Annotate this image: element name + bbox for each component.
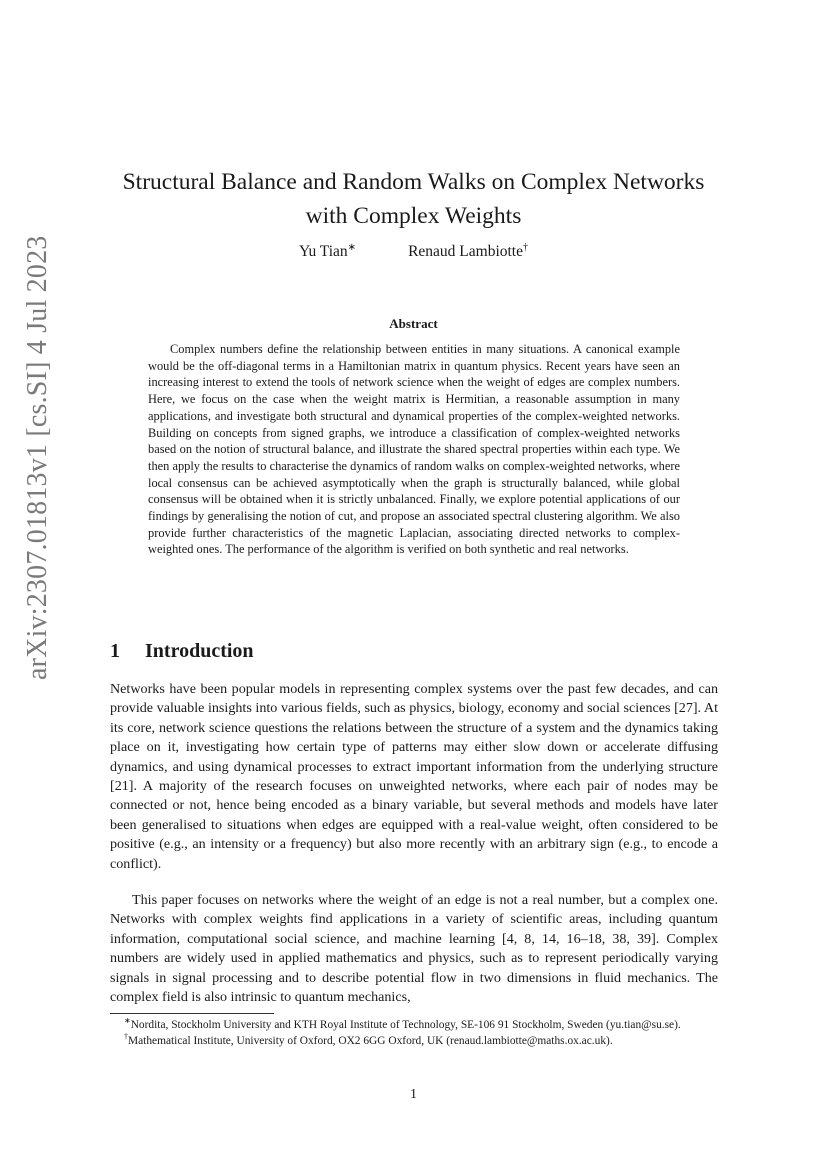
arxiv-identifier-stamp: arXiv:2307.01813v1 [cs.SI] 4 Jul 2023 bbox=[22, 235, 53, 680]
paper-title bbox=[80, 165, 747, 233]
author-2 bbox=[408, 243, 528, 261]
footnote-text: Nordita, Stockholm University and KTH Royal Institute of Technology, SE-106 91 Stockholm, Sweden (yu.tian@su.se). bbox=[130, 1019, 681, 1031]
author-footnote-mark: ∗ bbox=[347, 241, 357, 253]
page-number: 1 bbox=[410, 1087, 417, 1102]
footnote-2 bbox=[110, 1031, 718, 1050]
abstract-text: Complex numbers define the relationship between entities in many situations. A canonical example would be the off-diagonal terms in a Hamiltonian matrix in quantum physics. Recent years have seen an increasing interest to extend the tools of network science when the weight of edges are complex numbers. Here, we focus on the case when the weight matrix is Hermitian, a reasonable assumption in many applications, and investigate both structural and dynamical properties of the complex-weighted networks. Building on concepts from signed graphs, we introduce a classification of complex-weighted networks based on the notion of structural balance, and illustrate the shared spectral properties within each type. We then apply the results to characterise the dynamics of random walks on complex-weighted networks, where local consensus can be achieved asymptotically when the graph is structurally balanced, while global consensus will be obtained when it is strictly unbalanced. Finally, we explore potential applications of our findings by generalising the notion of cut, and propose an associated spectral clustering algorithm. We also provide further characteristics of the magnetic Laplacian, associating directed networks to complex-weighted ones. The performance of the algorithm is verified on both synthetic and real networks. bbox=[148, 342, 680, 557]
title-line-2: with Complex Weights bbox=[305, 203, 522, 229]
footnote-mark: ∗ bbox=[124, 1016, 131, 1026]
footnote-1 bbox=[110, 1018, 718, 1034]
section-heading bbox=[110, 640, 254, 663]
footnote-mark: † bbox=[124, 1031, 128, 1041]
section-number: 1 bbox=[110, 640, 120, 662]
footnote-divider bbox=[110, 1013, 274, 1014]
abstract-heading: Abstract bbox=[389, 316, 438, 331]
author-footnote-mark: † bbox=[523, 241, 528, 253]
section-title: Introduction bbox=[145, 640, 254, 662]
author-1 bbox=[299, 243, 356, 261]
footnote-text: Mathematical Institute, University of Oxford, OX2 6GG Oxford, UK (renaud.lambiotte@maths.ox.ac.uk). bbox=[128, 1034, 613, 1047]
footnotes bbox=[110, 1018, 718, 1049]
body-paragraph-1: Networks have been popular models in representing complex systems over the past few decades, and can provide valuable insights into various fields, such as physics, biology, economy and social sciences [27]. At its core, network science questions the relations between the structure of a system and the dynamics taking place on it, investigating how certain type of patterns may either slow down or accelerate diffusing dynamics, and using dynamical processes to extract important information from the underlying structure [21]. A majority of the research focuses on unweighted networks, where each pair of nodes may be connected or not, hence being encoded as a binary variable, but several methods and models have later been generalised to situations when edges are equipped with a real-value weight, often considered to be positive (e.g., an intensity or a frequency) but also more recently with an arbitrary sign (e.g., to encode a conflict). bbox=[110, 681, 718, 872]
author-list bbox=[0, 243, 827, 261]
author-name: Yu Tian bbox=[298, 243, 348, 260]
title-line-1: Structural Balance and Random Walks on Complex Networks bbox=[122, 169, 705, 195]
author-name: Renaud Lambiotte bbox=[408, 243, 523, 260]
body-paragraph-2: This paper focuses on networks where the weight of an edge is not a real number, but a complex one. Networks with complex weights find applications in a variety of scientific areas, including quantum information, computational social science, and machine learning [4, 8, 14, 16–18, 38, 39]. Complex numbers are widely used in applied mathematics and physics, such as to represent periodically varying signals in signal processing and to describe potential flow in two dimensions in fluid mechanics. The complex field is also intrinsic to quantum mechanics, bbox=[110, 892, 718, 1006]
